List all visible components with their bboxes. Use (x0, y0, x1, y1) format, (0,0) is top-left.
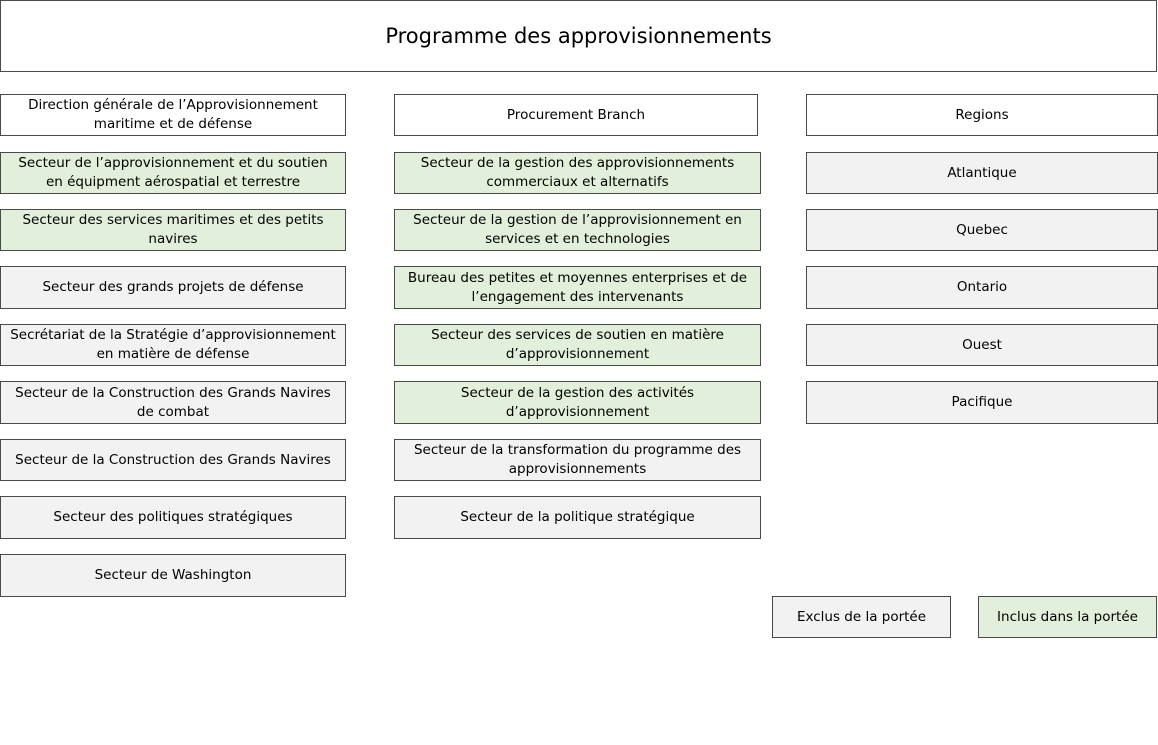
header-right-column: Regions (806, 94, 1158, 136)
region-ouest: Ouest (806, 324, 1158, 366)
left-sector-major-projects: Secteur des grands projets de défense (0, 266, 346, 309)
header-middle-column: Procurement Branch (394, 94, 758, 136)
legend-included: Inclus dans la portée (978, 596, 1157, 638)
middle-strategic-policy: Secteur de la politique stratégique (394, 496, 761, 539)
region-atlantique: Atlantique (806, 152, 1158, 194)
header-left-column: Direction générale de l’Approvisionnement maritime et de défense (0, 94, 346, 136)
middle-program-transformation: Secteur de la transformation du programme des approvisionnements (394, 439, 761, 481)
legend-excluded: Exclus de la portée (772, 596, 951, 638)
middle-activities-management: Secteur de la gestion des activités d’approvisionnement (394, 381, 761, 424)
page-title: Programme des approvisionnements (0, 0, 1157, 72)
middle-services-technologies: Secteur de la gestion de l’approvisionnement en services et en technologies (394, 209, 761, 251)
left-sector-aerospatial: Secteur de l’approvisionnement et du soutien en équipment aérospatial et terrestre (0, 152, 346, 194)
middle-commercial-procurement: Secteur de la gestion des approvisionnements commerciaux et alternatifs (394, 152, 761, 194)
left-strategic-policies: Secteur des politiques stratégiques (0, 496, 346, 539)
middle-support-services: Secteur des services de soutien en matière d’approvisionnement (394, 324, 761, 366)
left-sector-maritime-services: Secteur des services maritimes et des petits navires (0, 209, 346, 251)
left-defence-strategy-secretariat: Secrétariat de la Stratégie d’approvisionnement en matière de défense (0, 324, 346, 366)
left-washington: Secteur de Washington (0, 554, 346, 597)
left-combat-ships-construction: Secteur de la Construction des Grands Navires de combat (0, 381, 346, 424)
region-ontario: Ontario (806, 266, 1158, 309)
middle-sme-office: Bureau des petites et moyennes enterprises et de l’engagement des intervenants (394, 266, 761, 309)
left-large-ships-construction: Secteur de la Construction des Grands Navires (0, 439, 346, 481)
region-pacifique: Pacifique (806, 381, 1158, 424)
region-quebec: Quebec (806, 209, 1158, 251)
